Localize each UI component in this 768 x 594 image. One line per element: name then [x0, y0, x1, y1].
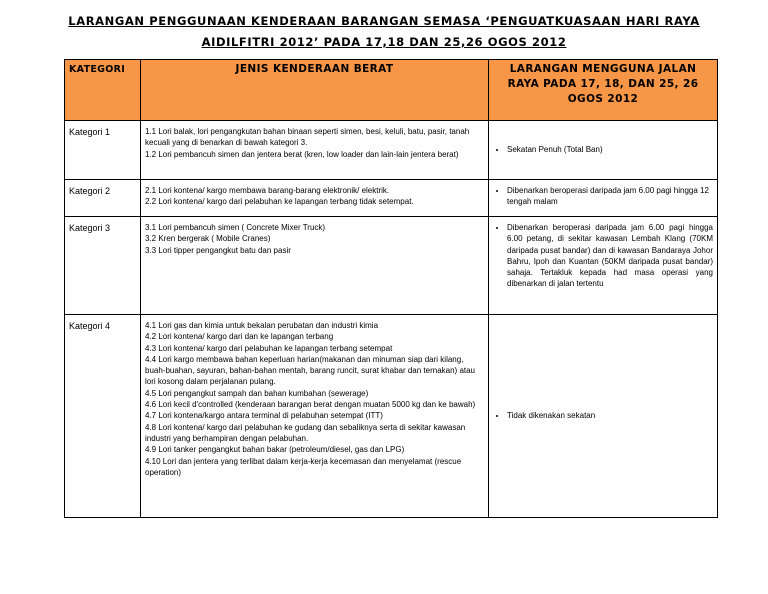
header-larangan: LARANGAN MENGGUNA JALAN RAYA PADA 17, 18, DAN 25, 26 OGOS 2012: [489, 60, 718, 121]
restriction-cell: [489, 217, 718, 315]
restriction-bullet: • Tidak dikenakan sekatan: [507, 410, 713, 421]
vehicle-type-item: 1.1 Lori balak, lori pengangkutan bahan binaan seperti simen, besi, keluli, batu, pasir, tanah kecuali yang di benarkan di bawah kategori 3.: [145, 127, 470, 148]
vehicle-type-item: 4.3 Lori kontena/ kargo dari pelabuhan ke lapangan terbang setempat: [145, 343, 393, 353]
table-row: [65, 315, 718, 518]
vehicle-type-item: 4.6 Lori kecil d'controlled (kenderaan barangan berat dengan muatan 5000 kg dan ke bawah): [145, 400, 476, 410]
header-jenis-kenderaan: JENIS KENDERAAN BERAT: [141, 60, 489, 121]
restriction-cell: [489, 315, 718, 518]
vehicle-type-item: 3.2 Kren bergerak ( Mobile Cranes): [145, 234, 271, 244]
vehicle-type-item: 4.8 Lori kontena/ kargo dari pelabuhan ke gudang dan sebaliknya serta di sekitar kawasan industri yang berhampiran dengan pelabuhan.: [145, 422, 466, 443]
restriction-cell: [489, 180, 718, 217]
restrictions-table: [64, 59, 718, 518]
document-title-line-2: AIDILFITRI 2012’ PADA 17,18 DAN 25,26 OGOS 2012: [201, 35, 567, 49]
vehicle-type-item: 4.9 Lori tanker pengangkut bahan bakar (petroleum/diesel, gas dan LPG): [145, 445, 405, 455]
vehicle-type-item: 1.2 Lori pembancuh simen dan jentera berat (kren, low loader dan lain-lain jentera berat): [145, 149, 459, 159]
vehicle-type-item: 4.2 Lori kontena/ kargo dari dan ke lapangan terbang: [145, 332, 334, 342]
category-cell: Kategori 1: [65, 121, 141, 180]
category-cell: Kategori 4: [65, 315, 141, 518]
vehicle-type-item: 4.5 Lori pengangkut sampah dan bahan kumbahan (sewerage): [145, 388, 369, 398]
document-title-line-1: LARANGAN PENGGUNAAN KENDERAAN BARANGAN SEMASA ‘PENGUATKUASAAN HARI RAYA: [68, 14, 700, 28]
vehicle-types-cell: [141, 180, 489, 217]
vehicle-type-item: 4.7 Lori kontena/kargo antara terminal di pelabuhan setempat (ITT): [145, 411, 383, 421]
vehicle-type-item: 2.1 Lori kontena/ kargo membawa barang-barang elektronik/ elektrik.: [145, 186, 390, 195]
vehicle-types-cell: [141, 315, 489, 518]
table-header-row: [65, 60, 718, 121]
table-row: [65, 217, 718, 315]
vehicle-type-item: 2.2 Lori kontena/ kargo dari pelabuhan ke lapangan terbang tidak setempat.: [145, 197, 414, 207]
table-row: [65, 121, 718, 180]
restriction-bullet: • Dibenarkan beroperasi daripada jam 6.00 pagi hingga 6.00 petang, di sekitar kawasan Lembah Klang (70KM daripada pusat bandar) dan di kawasan Bandaraya Johor Bahru, Ipoh dan Kuantan (50KM daripada pusat bandar) sahaja. Tertakluk kepada had masa operasi yang dibenarkan di jalan tertentu: [507, 222, 713, 290]
category-cell: Kategori 2: [65, 180, 141, 217]
vehicle-type-item: 3.1 Lori pembancuh simen ( Concrete Mixer Truck): [145, 223, 326, 232]
vehicle-type-item: 4.4 Lori kargo membawa bahan keperluan harian(makanan dan minuman siap dari kilang, buah-buahan, sayuran, bahan-bahan mentah, barang runcit, surat khabar dan ternakan) atau lori kosong dalam perjalanan pulang.: [145, 354, 476, 387]
table-row: [65, 180, 718, 217]
vehicle-types-cell: [141, 217, 489, 315]
vehicle-type-item: 4.10 Lori dan jentera yang terlibat dalam kerja-kerja kecemasan dan menyelamat (rescue operation): [145, 456, 462, 477]
header-kategori: KATEGORI: [65, 60, 141, 121]
restriction-bullet: • Sekatan Penuh (Total Ban): [507, 144, 713, 155]
category-cell: Kategori 3: [65, 217, 141, 315]
vehicle-type-item: 4.1 Lori gas dan kimia untuk bekalan perubatan dan industri kimia: [145, 321, 379, 330]
restriction-bullet: • Dibenarkan beroperasi daripada jam 6.00 pagi hingga 12 tengah malam: [507, 185, 713, 208]
restriction-cell: [489, 121, 718, 180]
vehicle-types-cell: [141, 121, 489, 180]
vehicle-type-item: 3.3 Lori tipper pengangkut batu dan pasir: [145, 245, 291, 255]
